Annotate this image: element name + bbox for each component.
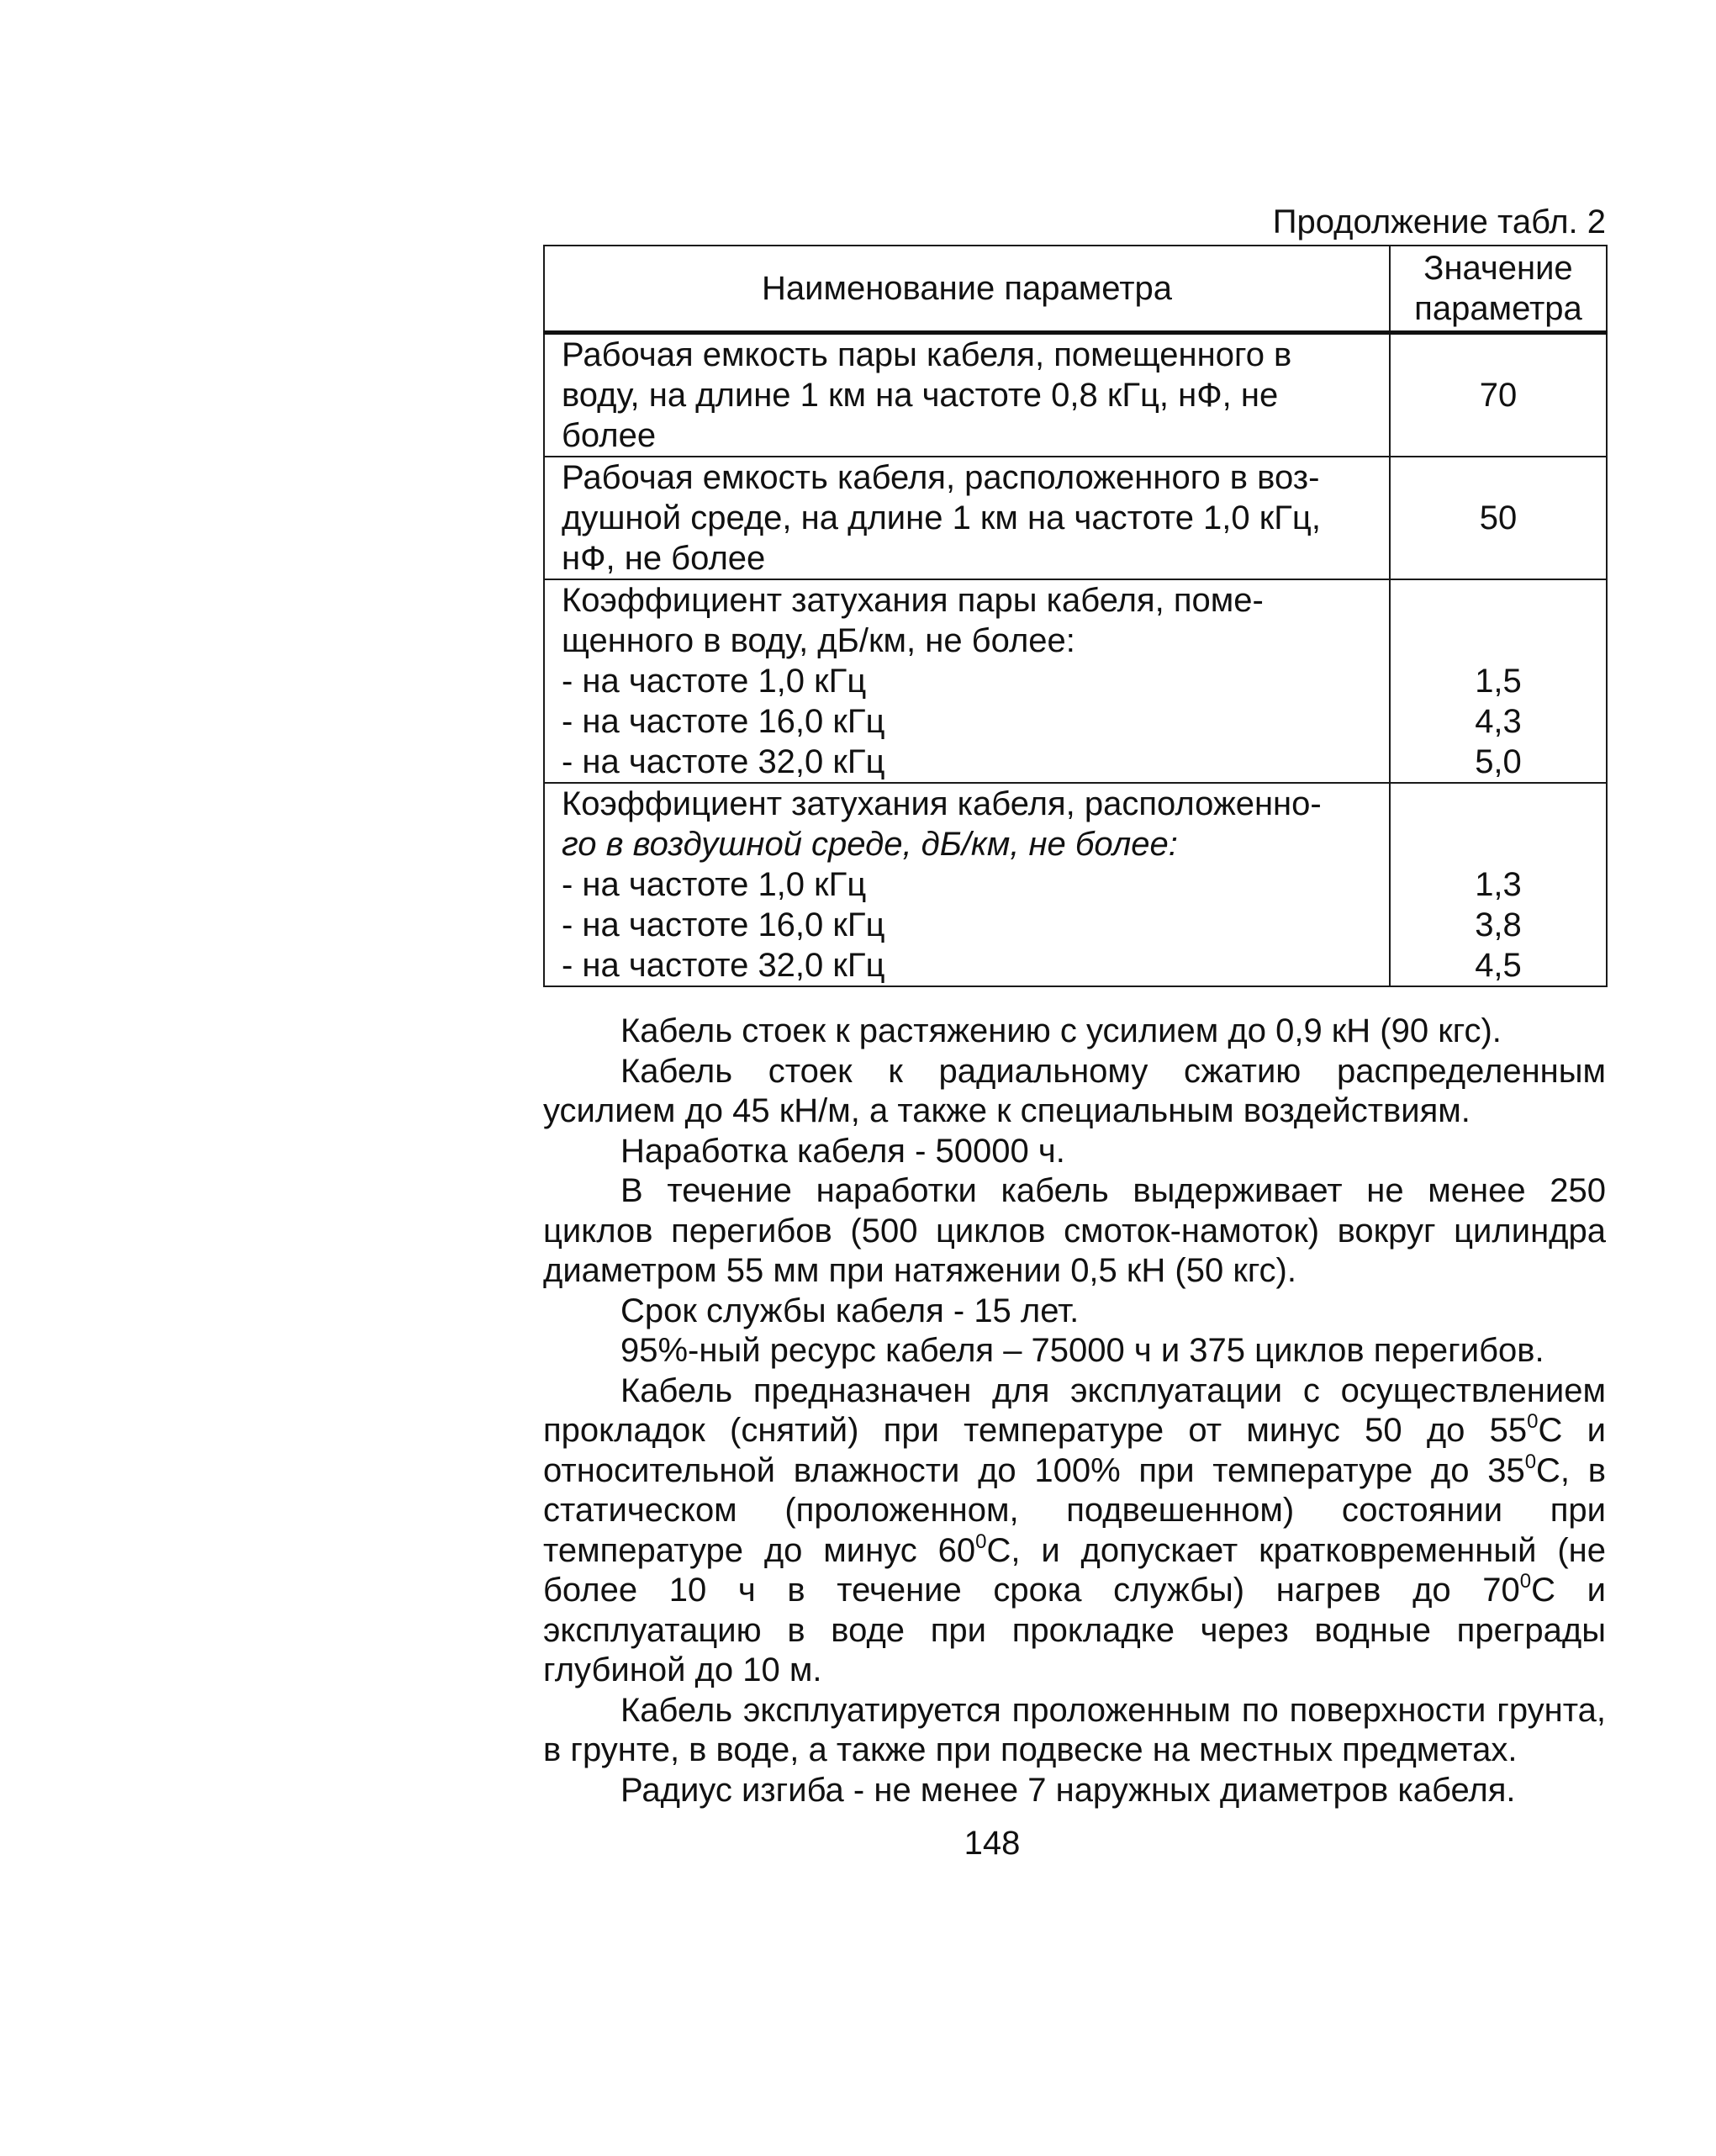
degree-sign: 0	[975, 1530, 987, 1553]
parameters-table	[543, 245, 1608, 987]
paragraph: Кабель эксплуатируется проложенным по поверхности грунта, в грунте, в воде, а также при подвеске на местных предметах.	[543, 1691, 1606, 1768]
parameter-value-line: 1,3	[1475, 866, 1522, 903]
value-spacer	[1404, 580, 1592, 621]
paragraph: Наработка кабеля - 50000 ч.	[620, 1132, 1065, 1170]
text-span: С и относительной влажности до 100% при температуре до 35	[543, 1412, 1606, 1489]
table-row	[544, 457, 1607, 579]
parameter-name-line: душной среде, на длине 1 км на частоте 1,0 кГц,	[562, 499, 1321, 536]
text-span: С и эксплуатацию в воде при прокладке через водные преграды глубиной до 10 м.	[543, 1572, 1607, 1688]
parameter-value-cell	[1390, 579, 1607, 783]
value-spacer	[1404, 824, 1592, 864]
parameter-name-line: Коэффициент затухания кабеля, расположенно-	[562, 785, 1322, 822]
parameter-value-cell	[1390, 783, 1607, 986]
parameter-name-line: Коэффициент затухания пары кабеля, поме-	[562, 582, 1264, 619]
parameter-value-cell: 50	[1390, 457, 1607, 579]
body-text	[543, 1012, 1606, 1810]
parameter-name-line: го в воздушной среде, дБ/км, не более:	[562, 826, 1178, 863]
parameter-name-line: более	[562, 417, 657, 454]
parameter-name-line: - на частоте 16,0 кГц	[562, 703, 885, 740]
parameter-name-line: - на частоте 16,0 кГц	[562, 906, 885, 943]
degree-sign: 0	[1519, 1570, 1532, 1593]
table-row	[544, 783, 1607, 986]
parameter-name-cell	[544, 783, 1390, 986]
paragraph: В течение наработки кабель выдерживает не менее 250 циклов перегибов (500 циклов смоток-намоток) вокруг цилиндра диаметром 55 мм при натяжении 0,5 кН (50 кгс).	[543, 1172, 1606, 1289]
parameter-value-cell: 70	[1390, 333, 1607, 457]
paragraph: Срок службы кабеля - 15 лет.	[620, 1292, 1080, 1329]
parameter-name-line: - на частоте 32,0 кГц	[562, 743, 885, 780]
parameter-value-line: 3,8	[1475, 906, 1522, 943]
parameter-value-line: 4,5	[1475, 947, 1522, 984]
degree-sign: 0	[1524, 1450, 1537, 1473]
paragraph-operating-conditions	[543, 1371, 1606, 1691]
parameter-name-cell	[544, 457, 1390, 579]
parameter-name-line: - на частоте 32,0 кГц	[562, 947, 885, 984]
header-parameter-value	[1390, 246, 1607, 333]
parameter-name-line: воду, на длине 1 км на частоте 0,8 кГц, нФ, не	[562, 377, 1279, 414]
header-parameter-name: Наименование параметра	[544, 246, 1390, 333]
parameter-value-line: 1,5	[1475, 663, 1522, 700]
text-span: С, и допускает кратковременный (не более 10 ч в течение срока службы) нагрев до 70	[543, 1531, 1606, 1609]
table-header-row	[544, 246, 1607, 333]
degree-sign: 0	[1527, 1410, 1539, 1433]
table-row	[544, 333, 1607, 457]
value-spacer	[1404, 784, 1592, 824]
paragraph: Кабель стоек к радиальному сжатию распределенным усилием до 45 кН/м, а также к специальным воздействиям.	[543, 1052, 1606, 1129]
parameter-value-line: 5,0	[1475, 743, 1522, 780]
paragraph: 95%-ный ресурс кабеля – 75000 ч и 375 циклов перегибов.	[620, 1332, 1544, 1369]
page-number: 148	[964, 1825, 1021, 1862]
parameter-name-line: - на частоте 1,0 кГц	[562, 866, 867, 903]
parameter-name-line: щенного в воду, дБ/км, не более:	[562, 622, 1075, 659]
text-span: С, в статическом (проложенном, подвешенном) состоянии при температуре до минус 60	[543, 1451, 1606, 1569]
table-caption: Продолжение табл. 2	[1272, 203, 1606, 240]
parameter-value-line: 4,3	[1475, 703, 1522, 740]
parameter-name-cell	[544, 579, 1390, 783]
table-row	[544, 579, 1607, 783]
parameter-name-line: Рабочая емкость пары кабеля, помещенного в	[562, 336, 1292, 373]
header-value-line: параметра	[1414, 290, 1582, 327]
paragraph: Радиус изгиба - не менее 7 наружных диаметров кабеля.	[620, 1771, 1516, 1809]
text-span: Кабель предназначен для эксплуатации с осуществлением прокладок (снятий) при температуре от минус 50 до 55	[543, 1371, 1606, 1449]
value-spacer	[1404, 621, 1592, 661]
paragraph: Кабель стоек к растяжению с усилием до 0,9 кН (90 кгс).	[620, 1012, 1502, 1049]
parameter-name-line: Рабочая емкость кабеля, расположенного в воз-	[562, 459, 1320, 496]
header-value-line: Значение	[1423, 250, 1573, 287]
parameter-name-cell	[544, 333, 1390, 457]
parameter-name-line: - на частоте 1,0 кГц	[562, 663, 867, 700]
parameter-name-line: нФ, не более	[562, 540, 766, 577]
